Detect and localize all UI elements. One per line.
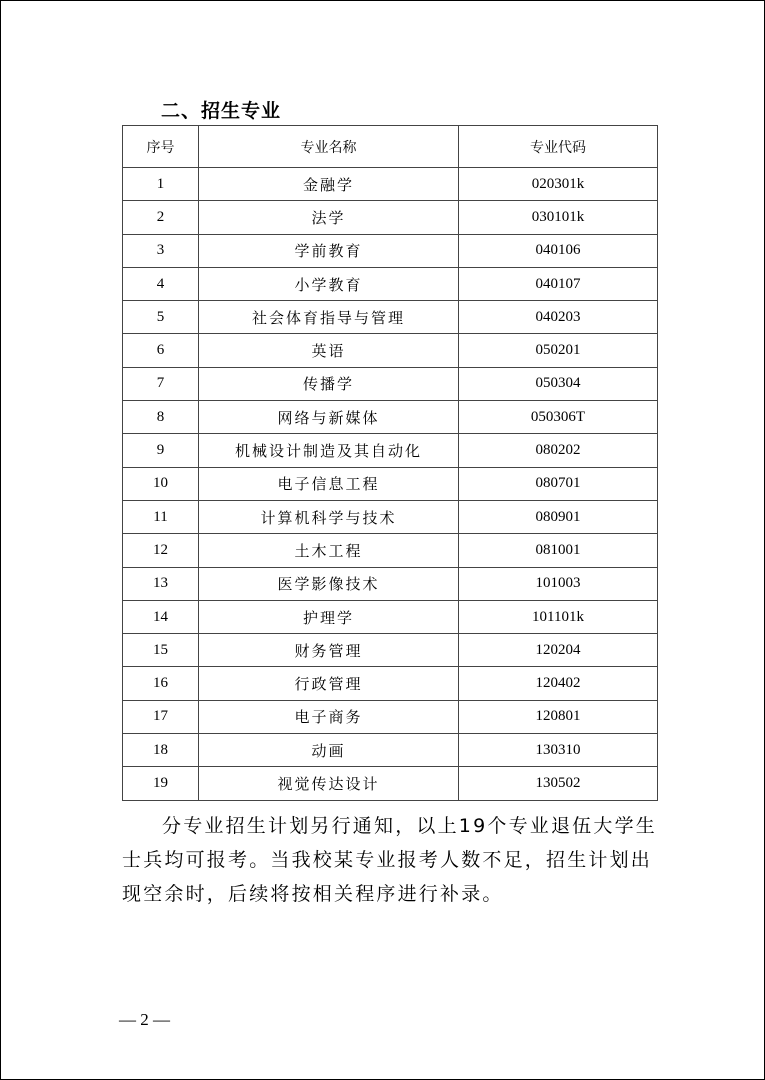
cell-name: 电子信息工程 [199, 467, 459, 500]
header-name: 专业名称 [199, 126, 459, 168]
cell-num: 5 [123, 301, 199, 334]
table-row [123, 201, 658, 234]
cell-name: 动画 [199, 734, 459, 767]
cell-code: 101003 [459, 567, 658, 600]
notice-paragraph: 分专业招生计划另行通知，以上19个专业退伍大学生士兵均可报考。当我校某专业报考人数不足，招生计划出现空余时，后续将按相关程序进行补录。 [122, 815, 657, 905]
cell-name: 网络与新媒体 [199, 401, 459, 434]
cell-name: 财务管理 [199, 634, 459, 667]
table-row [123, 267, 658, 300]
cell-num: 15 [123, 634, 199, 667]
cell-num: 1 [123, 168, 199, 201]
cell-num: 17 [123, 700, 199, 733]
cell-name: 社会体育指导与管理 [199, 301, 459, 334]
table-row [123, 767, 658, 800]
table-row [123, 700, 658, 733]
cell-name: 传播学 [199, 367, 459, 400]
table-row [123, 168, 658, 201]
table-row [123, 334, 658, 367]
cell-num: 19 [123, 767, 199, 800]
cell-name: 土木工程 [199, 534, 459, 567]
cell-name: 法学 [199, 201, 459, 234]
table-row [123, 234, 658, 267]
cell-num: 18 [123, 734, 199, 767]
section-heading: 二、招生专业 [161, 100, 282, 122]
cell-code: 080202 [459, 434, 658, 467]
table-row [123, 734, 658, 767]
table-row [123, 567, 658, 600]
cell-code: 081001 [459, 534, 658, 567]
header-code: 专业代码 [459, 126, 658, 168]
cell-num: 12 [123, 534, 199, 567]
table-row [123, 467, 658, 500]
cell-num: 13 [123, 567, 199, 600]
table-row [123, 367, 658, 400]
cell-num: 7 [123, 367, 199, 400]
cell-code: 040107 [459, 267, 658, 300]
cell-code: 130502 [459, 767, 658, 800]
cell-name: 英语 [199, 334, 459, 367]
table-body [123, 168, 658, 801]
cell-num: 11 [123, 500, 199, 533]
cell-code: 050306T [459, 401, 658, 434]
page-number: — 2 — [119, 1010, 170, 1029]
table-row [123, 634, 658, 667]
cell-name: 计算机科学与技术 [199, 500, 459, 533]
cell-num: 3 [123, 234, 199, 267]
cell-num: 8 [123, 401, 199, 434]
cell-name: 视觉传达设计 [199, 767, 459, 800]
table-row [123, 401, 658, 434]
cell-code: 101101k [459, 600, 658, 633]
cell-num: 14 [123, 600, 199, 633]
cell-name: 学前教育 [199, 234, 459, 267]
cell-name: 电子商务 [199, 700, 459, 733]
cell-name: 护理学 [199, 600, 459, 633]
cell-num: 4 [123, 267, 199, 300]
cell-num: 16 [123, 667, 199, 700]
table-row [123, 600, 658, 633]
cell-code: 130310 [459, 734, 658, 767]
cell-name: 医学影像技术 [199, 567, 459, 600]
cell-code: 050304 [459, 367, 658, 400]
cell-code: 020301k [459, 168, 658, 201]
cell-name: 小学教育 [199, 267, 459, 300]
cell-code: 080901 [459, 500, 658, 533]
cell-code: 080701 [459, 467, 658, 500]
cell-num: 9 [123, 434, 199, 467]
cell-code: 030101k [459, 201, 658, 234]
table-row [123, 534, 658, 567]
table-header-row [123, 126, 658, 168]
cell-code: 040106 [459, 234, 658, 267]
cell-num: 6 [123, 334, 199, 367]
cell-num: 2 [123, 201, 199, 234]
table-row [123, 434, 658, 467]
cell-code: 120801 [459, 700, 658, 733]
cell-num: 10 [123, 467, 199, 500]
cell-name: 行政管理 [199, 667, 459, 700]
cell-code: 120402 [459, 667, 658, 700]
table-row [123, 500, 658, 533]
cell-code: 040203 [459, 301, 658, 334]
header-num: 序号 [123, 126, 199, 168]
table-row [123, 301, 658, 334]
cell-name: 金融学 [199, 168, 459, 201]
cell-code: 120204 [459, 634, 658, 667]
cell-code: 050201 [459, 334, 658, 367]
table-row [123, 667, 658, 700]
cell-name: 机械设计制造及其自动化 [199, 434, 459, 467]
majors-table [122, 125, 658, 801]
